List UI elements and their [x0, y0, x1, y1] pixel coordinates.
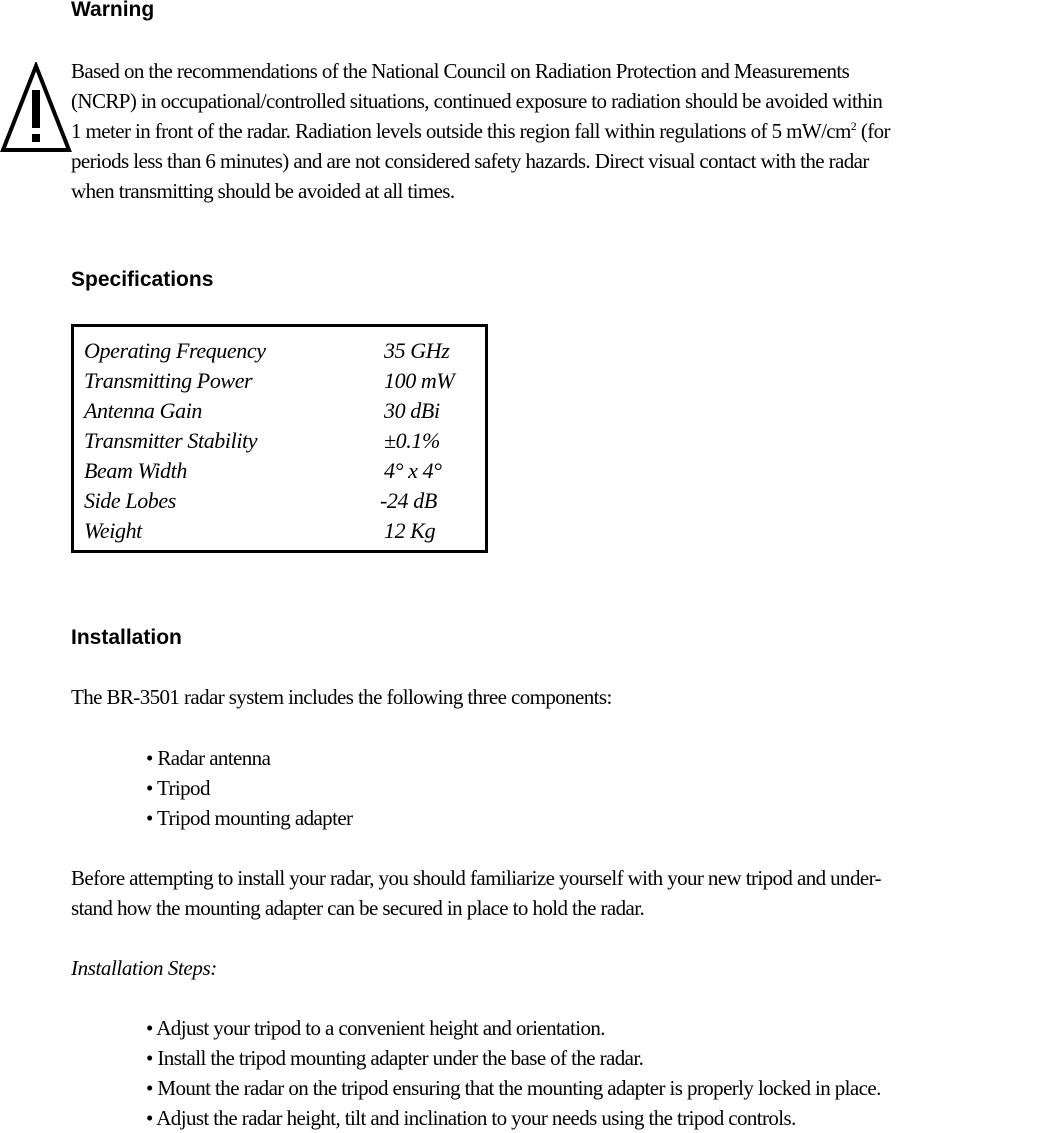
list-item: • Mount the radar on the tripod ensuring that the mounting adapter is properly locked in place. [146, 1076, 881, 1100]
list-item: • Install the tripod mounting adapter under the base of the radar. [146, 1046, 644, 1070]
spec-value: 12 Kg [384, 518, 436, 543]
spec-row [84, 486, 484, 516]
spec-label: Antenna Gain [84, 398, 203, 423]
spec-value: 100 mW [384, 368, 455, 393]
spec-row [84, 396, 484, 426]
spec-value: 4° x 4° [384, 458, 442, 483]
installation-paragraph-line: Before attempting to install your radar, you should familiarize yourself with your new tripod and under- [71, 866, 881, 890]
specifications-table [71, 324, 488, 553]
list-item: • Radar antenna [146, 746, 271, 770]
spec-value: 30 dBi [384, 398, 440, 423]
spec-value: 35 GHz [384, 338, 450, 363]
installation-heading: Installation [71, 626, 182, 649]
specifications-heading: Specifications [71, 268, 214, 291]
spec-row [84, 366, 484, 396]
components-list [146, 743, 352, 833]
spec-label: Transmitting Power [84, 368, 253, 393]
spec-label: Beam Width [84, 458, 187, 483]
spec-label: Transmitter Stability [84, 428, 258, 453]
warning-line: 1 meter in front of the radar. Radiation levels outside this region fall within regulations of 5 $mW/cm^2$ (for [71, 119, 890, 143]
spec-row [84, 336, 484, 366]
spec-row [84, 426, 484, 456]
warning-line: (NCRP) in occupational/controlled situations, continued exposure to radiation should be avoided within [71, 89, 883, 113]
list-item: • Adjust the radar height, tilt and inclination to your needs using the tripod controls. [146, 1106, 796, 1130]
installation-steps-heading: Installation Steps: [71, 956, 217, 980]
warning-line: periods less than 6 minutes) and are not considered safety hazards. Direct visual contact with the radar [71, 149, 869, 173]
spec-value: -24 dB [380, 488, 437, 513]
installation-paragraph-line: stand how the mounting adapter can be secured in place to hold the radar. [71, 896, 645, 920]
list-item: • Tripod [146, 776, 210, 800]
steps-list [146, 1013, 881, 1133]
warning-heading: Warning [71, 0, 155, 21]
spec-value: ±0.1% [384, 428, 440, 453]
spec-label: Weight [84, 518, 142, 543]
spec-row [84, 456, 484, 486]
superscript: 2 [850, 119, 857, 133]
installation-intro: The BR-3501 radar system includes the following three components: [71, 685, 612, 709]
spec-label: Operating Frequency [84, 338, 266, 363]
spec-row [84, 516, 484, 546]
list-item: • Tripod mounting adapter [146, 806, 353, 830]
warning-triangle-icon [0, 62, 72, 154]
list-item: • Adjust your tripod to a convenient height and orientation. [146, 1016, 605, 1040]
warning-line: Based on the recommendations of the National Council on Radiation Protection and Measurements [71, 59, 850, 83]
spec-label: Side Lobes [84, 488, 176, 513]
warning-line: when transmitting should be avoided at all times. [71, 179, 455, 203]
